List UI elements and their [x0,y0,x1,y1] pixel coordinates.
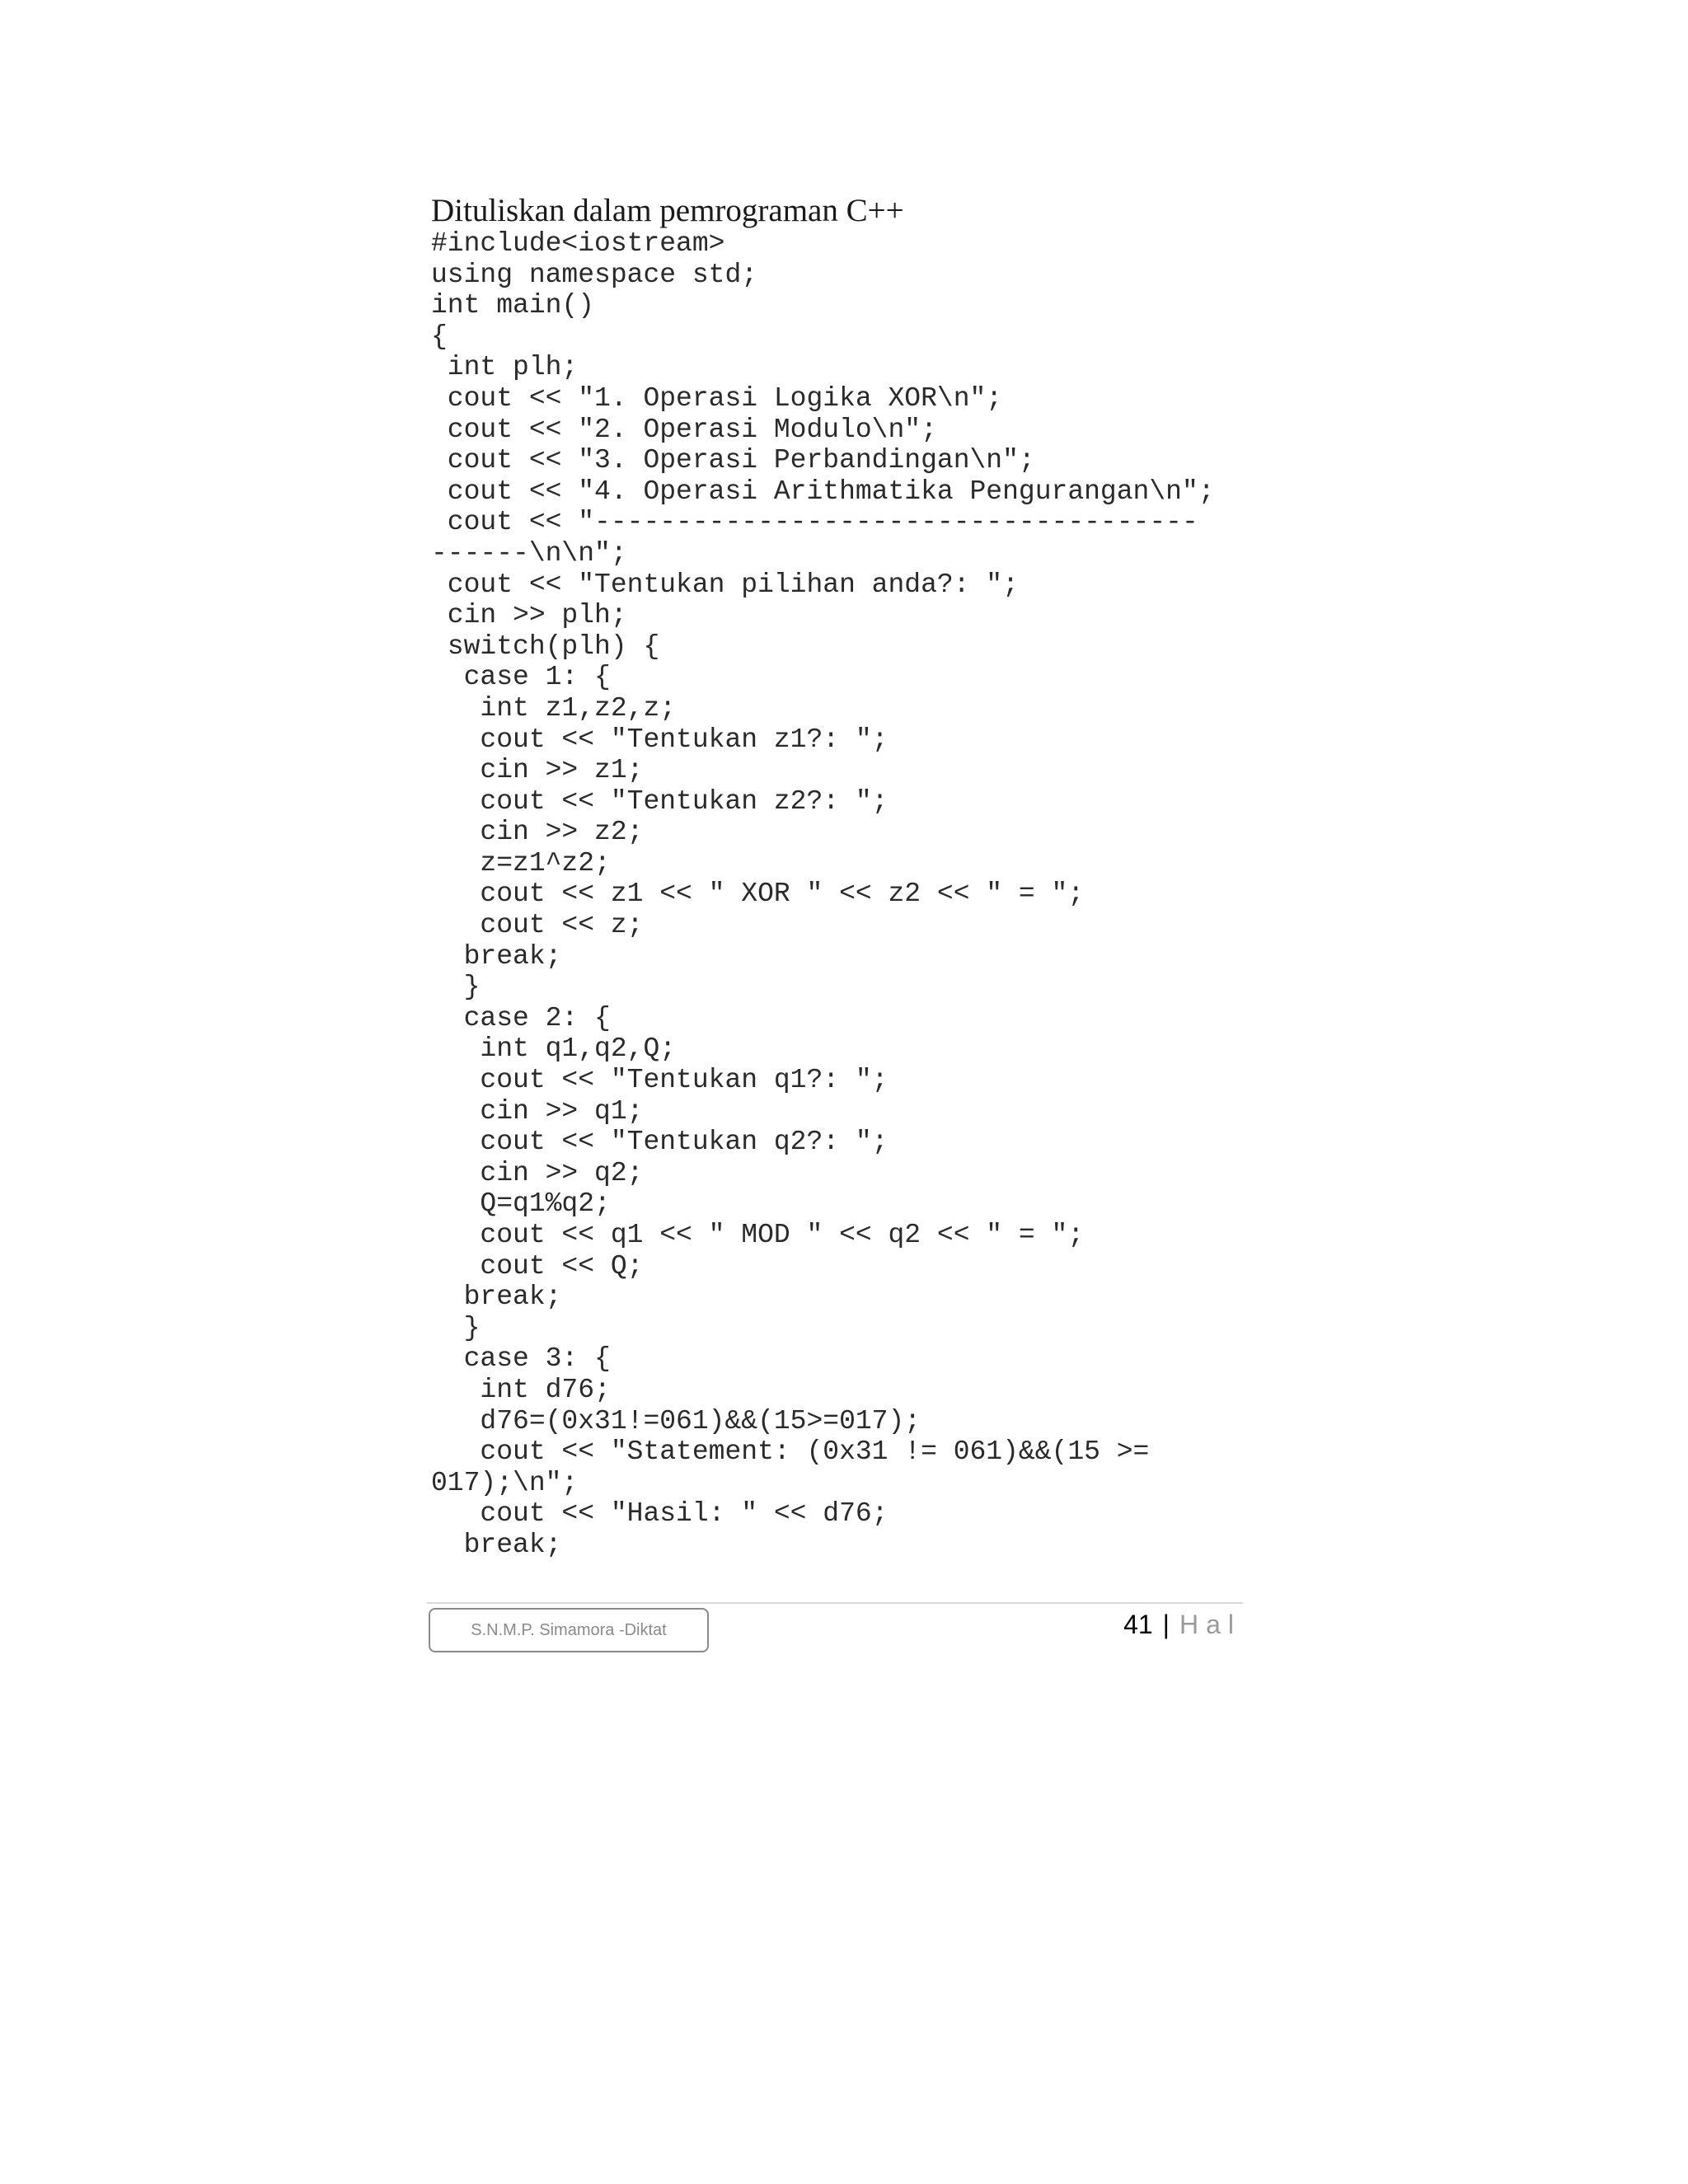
code-line: int z1,z2,z; [431,692,677,724]
section-heading: Dituliskan dalam pemrograman C++ [431,193,904,228]
page-separator: | [1162,1610,1170,1639]
code-line: ------\n\n"; [431,537,627,569]
code-line: cout << "2. Operasi Modulo\n"; [431,414,937,445]
code-line: case 3: { [431,1343,611,1375]
page-label: Hal [1179,1610,1241,1639]
footer-author-box [429,1608,709,1652]
code-line: d76=(0x31!=061)&&(15>=017); [431,1405,921,1436]
code-line: cout << "Tentukan q2?: "; [431,1127,889,1158]
code-line: int main() [431,290,595,321]
code-line: } [431,972,481,1003]
code-line: } [431,1312,481,1343]
code-line: cout << "Statement: (0x31 != 061)&&(15 >= [431,1436,1150,1468]
code-line: { [431,321,448,352]
footer-divider [427,1602,1243,1604]
code-line: cout << "Tentukan q1?: "; [431,1065,889,1096]
code-line: case 1: { [431,662,611,693]
code-line: cout << z; [431,910,644,941]
code-listing [431,228,1215,1561]
code-line: break; [431,940,562,972]
code-line: cout << Q; [431,1250,644,1282]
code-line: cout << q1 << " MOD " << q2 << " = "; [431,1220,1085,1250]
code-line: Q=q1%q2; [431,1188,611,1220]
code-line: break; [431,1282,562,1313]
code-line: int d76; [431,1374,611,1405]
code-line: cout << "Hasil: " << d76; [431,1498,889,1530]
code-line: break; [431,1529,562,1560]
code-line: int q1,q2,Q; [431,1033,677,1065]
code-line: cin >> q1; [431,1095,644,1127]
code-line: cout << z1 << " XOR " << z2 << " = "; [431,879,1085,910]
code-line: cout << "Tentukan z1?: "; [431,724,889,755]
code-line: cin >> z2; [431,817,644,848]
footer-author: S.N.M.P. Simamora -Diktat [471,1620,667,1639]
code-line: cin >> plh; [431,600,627,631]
code-line: z=z1^z2; [431,847,611,879]
code-line: cin >> q2; [431,1157,644,1188]
code-line: #include<iostream> [431,228,725,259]
code-line: cout << "Tentukan pilihan anda?: "; [431,569,1019,600]
code-line: 017);\n"; [431,1467,579,1498]
code-line: cin >> z1; [431,755,644,786]
code-line: int plh; [431,352,579,383]
code-line: cout << "4. Operasi Arithmatika Pengurangan\n"; [431,476,1215,507]
code-line: cout << "1. Operasi Logika XOR\n"; [431,382,1003,414]
code-line: using namespace std; [431,259,758,290]
page-number: 41 [1123,1610,1153,1639]
code-line: cout << "------------------------------------- [431,507,1198,538]
code-line: case 2: { [431,1002,611,1033]
footer-page-number [1123,1608,1241,1641]
code-line: cout << "3. Operasi Perbandingan\n"; [431,445,1035,476]
code-line: cout << "Tentukan z2?: "; [431,785,889,817]
code-line: switch(plh) { [431,630,660,662]
